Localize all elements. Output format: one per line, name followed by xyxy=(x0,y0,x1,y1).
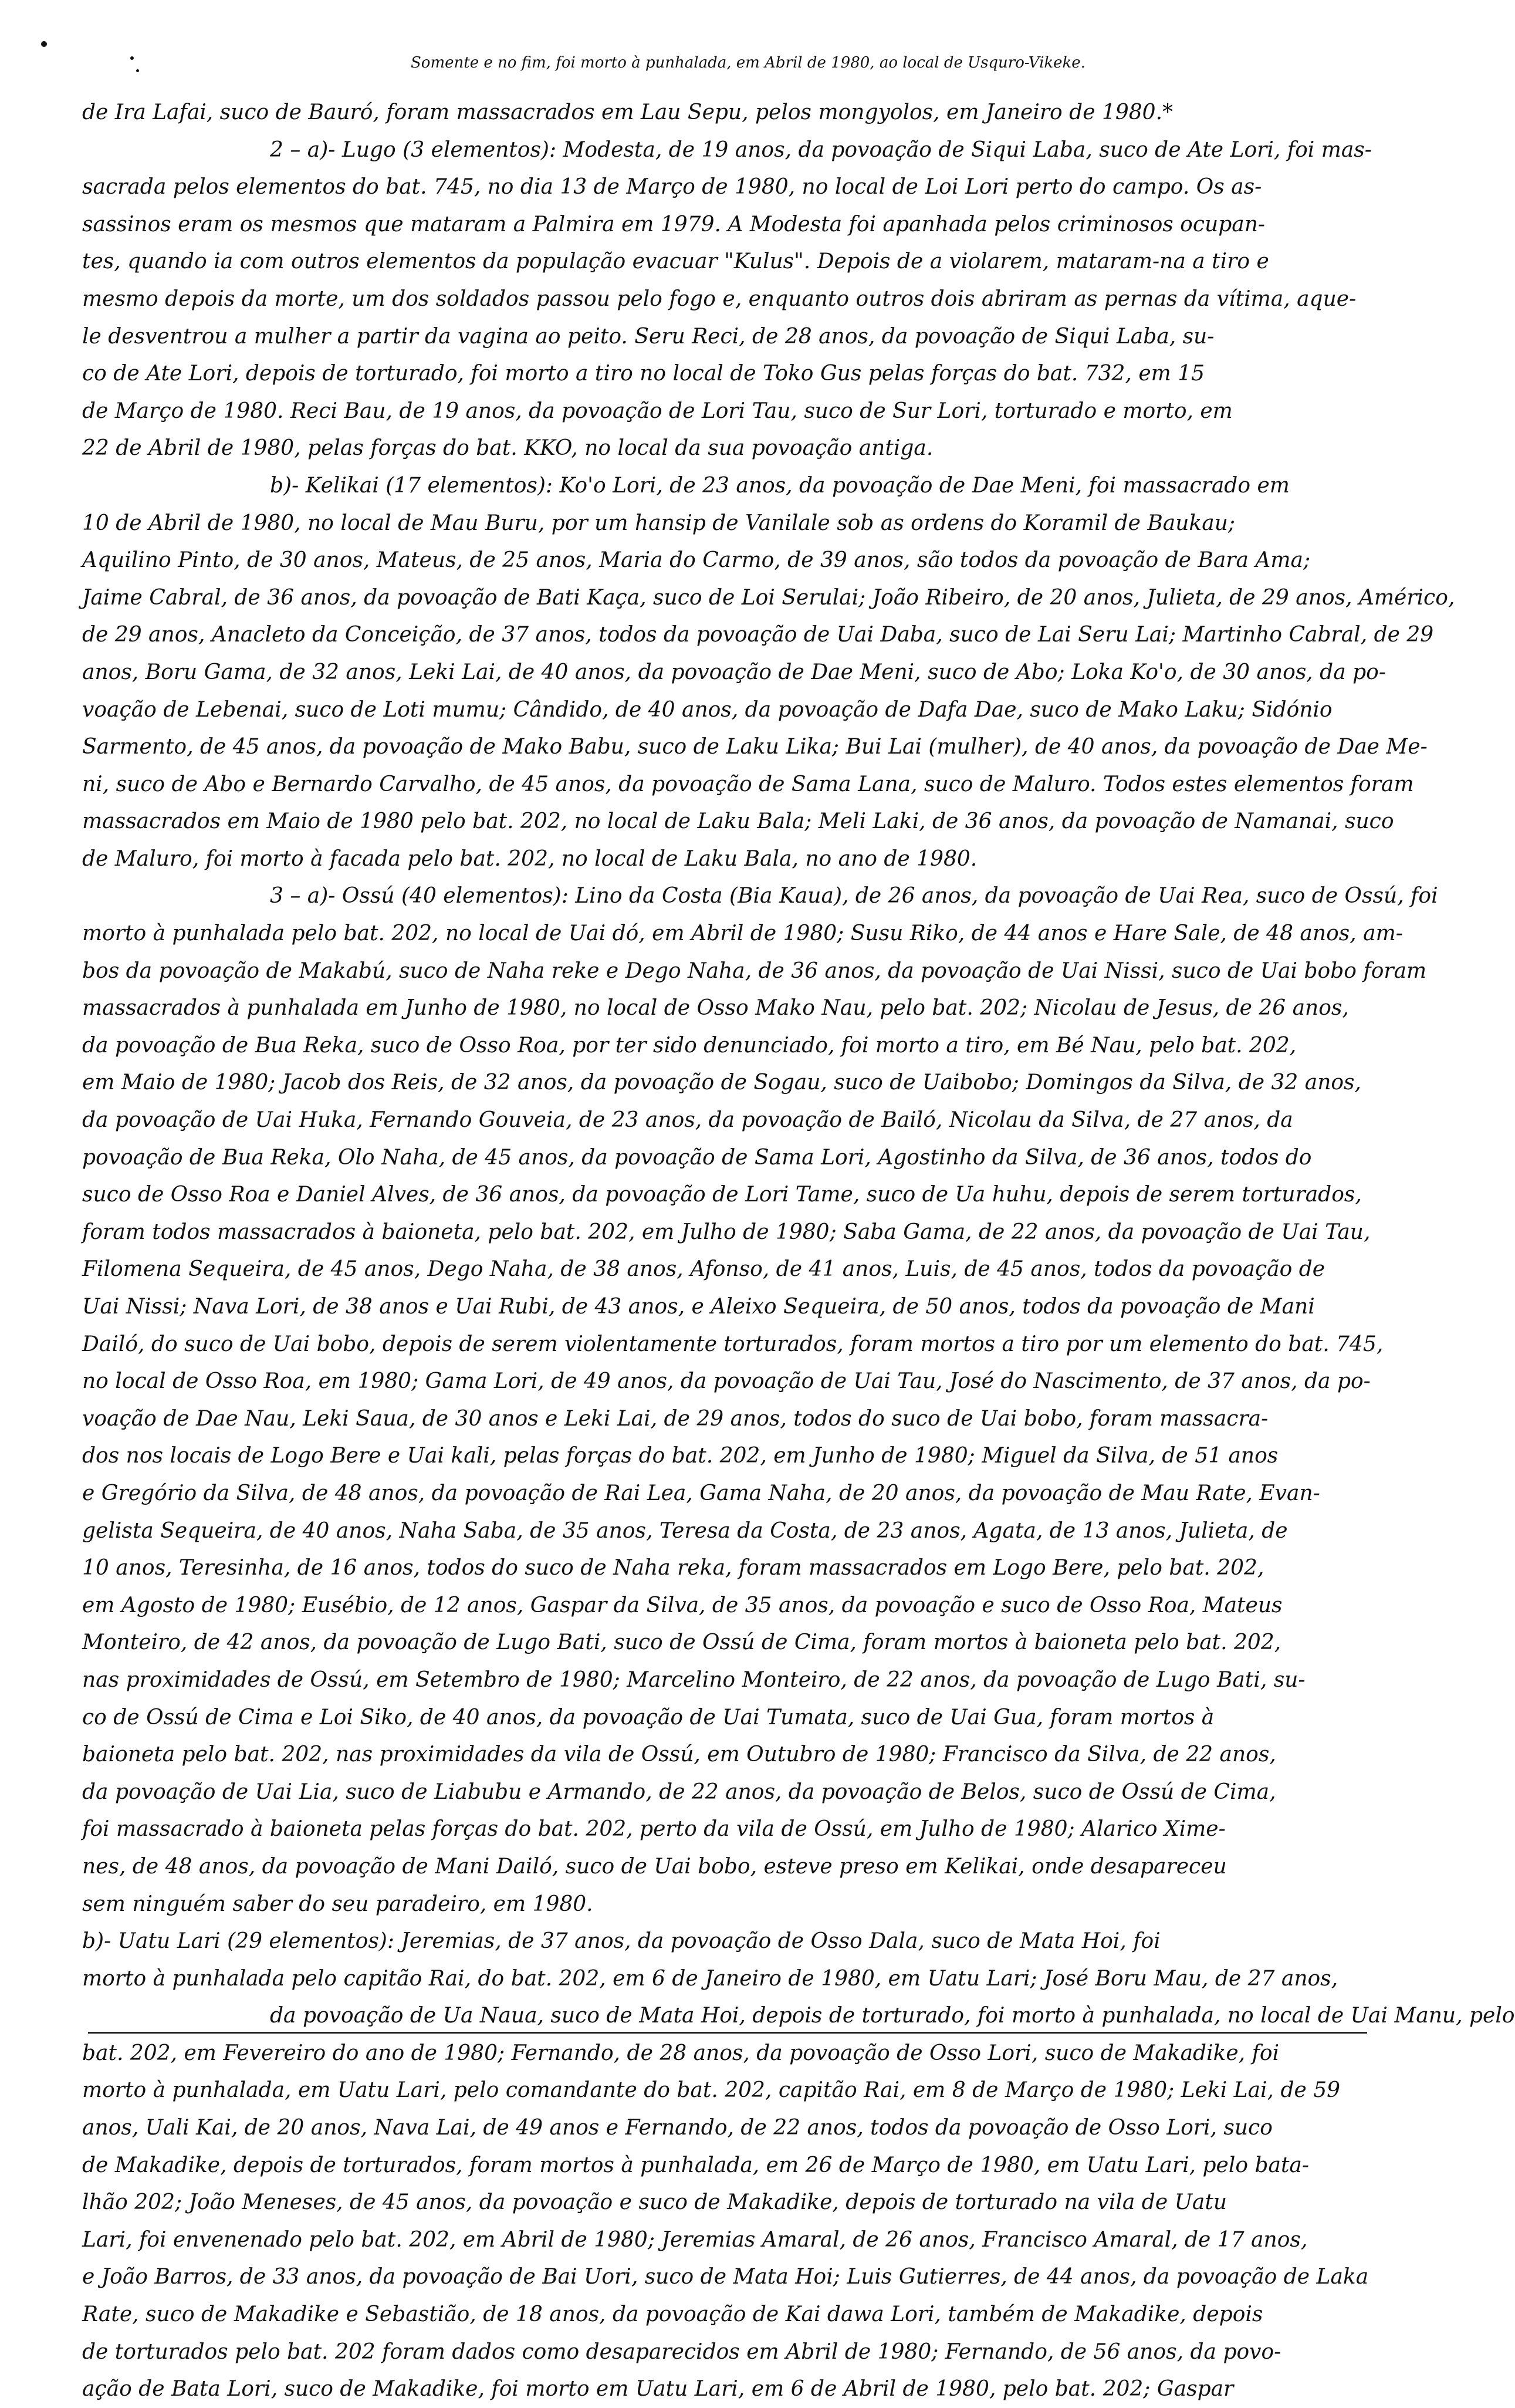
text-line: Filomena Sequeira, de 45 anos, Dego Naha, de 38 anos, Afonso, de 41 anos, Luis, de 45 anos, todos da povoação de xyxy=(82,1257,1325,1282)
text-line: 2 – a)- Lugo (3 elementos): Modesta, de 19 anos, da povoação de Siqui Laba, suco de Ate Lori, foi mas- xyxy=(270,137,1372,162)
text-line: e Gregório da Silva, de 48 anos, da povoação de Rai Lea, Gama Naha, de 20 anos, da povoação de Mau Rate, Evan- xyxy=(82,1481,1320,1505)
text-line: 10 anos, Teresinha, de 16 anos, todos do suco de Naha reka, foram massacrados em Logo Bere, pelo bat. 202, xyxy=(82,1556,1264,1580)
text-line: Sarmento, de 45 anos, da povoação de Mako Babu, suco de Laku Lika; Bui Lai (mulher), de 40 anos, da povoação de Dae Me- xyxy=(82,735,1428,759)
text-line: da povoação de Uai Lia, suco de Liabubu e Armando, de 22 anos, da povoação de Belos, suco de Ossú de Cima, xyxy=(82,1779,1276,1804)
text-line: povoação de Bua Reka, Olo Naha, de 45 anos, da povoação de Sama Lori, Agostinho da Silva, de 36 anos, todos do xyxy=(82,1145,1312,1170)
text-line: da povoação de Bua Reka, suco de Osso Roa, por ter sido denunciado, foi morto a tiro, em Bé Nau, pelo bat. 202, xyxy=(82,1033,1297,1058)
text-line: co de Ossú de Cima e Loi Siko, de 40 anos, da povoação de Uai Tumata, suco de Uai Gua, foram mortos à xyxy=(82,1705,1215,1730)
text-line: morto à punhalada pelo bat. 202, no local de Uai dó, em Abril de 1980; Susu Riko, de 44 anos e Hare Sale, de 48 anos, am- xyxy=(82,921,1403,946)
text-line: da povoação de Ua Naua, suco de Mata Hoi, depois de torturado, foi morto à punhalada, no local de Uai Manu, pelo xyxy=(270,2004,1515,2028)
ink-speck xyxy=(41,41,47,47)
text-line: da povoação de Uai Huka, Fernando Gouveia, de 23 anos, da povoação de Bailó, Nicolau da Silva, de 27 anos, da xyxy=(82,1108,1293,1133)
text-line: e João Barros, de 33 anos, da povoação de Bai Uori, suco de Mata Hoi; Luis Gutierres, de 44 anos, da povoação de Laka xyxy=(82,2265,1369,2289)
text-line: mesmo depois da morte, um dos soldados passou pelo fogo e, enquanto outros dois abriram as pernas da vítima, aque- xyxy=(82,286,1357,311)
text-line: b)- Uatu Lari (29 elementos): Jeremias, de 37 anos, da povoação de Osso Dala, suco de Mata Hoi, foi xyxy=(82,1929,1161,1954)
text-line: de torturados pelo bat. 202 foram dados como desaparecidos em Abril de 1980; Fernando, de 56 anos, da povo- xyxy=(82,2339,1281,2364)
text-line: Monteiro, de 42 anos, da povoação de Lugo Bati, suco de Ossú de Cima, foram mortos à baioneta pelo bat. 202, xyxy=(82,1630,1281,1655)
text-line: em Agosto de 1980; Eusébio, de 12 anos, Gaspar da Silva, de 35 anos, da povoação e suco de Osso Roa, Mateus xyxy=(82,1593,1283,1617)
text-line: voação de Lebenai, suco de Loti mumu; Cândido, de 40 anos, da povoação de Dafa Dae, suco de Mako Laku; Sidónio xyxy=(82,697,1333,722)
text-line: 22 de Abril de 1980, pelas forças do bat. KKO, no local da sua povoação antiga. xyxy=(82,436,934,461)
text-line: sem ninguém saber do seu paradeiro, em 1980. xyxy=(82,1892,593,1916)
text-line: de Maluro, foi morto à facada pelo bat. 202, no local de Laku Bala, no ano de 1980. xyxy=(82,846,978,871)
text-line: massacrados à punhalada em Junho de 1980, no local de Osso Mako Nau, pelo bat. 202; Nicolau de Jesus, de 26 anos, xyxy=(82,996,1349,1021)
text-line: anos, Uali Kai, de 20 anos, Nava Lai, de 49 anos e Fernando, de 22 anos, todos da povoação de Osso Lori, suco xyxy=(82,2116,1273,2140)
text-line: Dailó, do suco de Uai bobo, depois de serem violentamente torturados, foram mortos a tiro por um elemento do bat. 745, xyxy=(82,1332,1384,1356)
text-line: dos nos locais de Logo Bere e Uai kali, pelas forças do bat. 202, em Junho de 1980; Miguel da Silva, de 51 anos xyxy=(82,1444,1279,1468)
text-line: Jaime Cabral, de 36 anos, da povoação de Bati Kaça, suco de Loi Serulai; João Ribeiro, de 20 anos, Julieta, de 29 anos, Américo, xyxy=(82,585,1455,610)
text-line: suco de Osso Roa e Daniel Alves, de 36 anos, da povoação de Lori Tame, suco de Ua huhu, depois de serem torturados, xyxy=(82,1183,1362,1207)
page-bottom-rule xyxy=(88,2032,1367,2034)
text-line: morto à punhalada, em Uatu Lari, pelo comandante do bat. 202, capitão Rai, em 8 de Março de 1980; Leki Lai, de 59 xyxy=(82,2078,1341,2103)
text-line: bos da povoação de Makabú, suco de Naha reke e Dego Naha, de 36 anos, da povoação de Uai Nissi, suco de Uai bobo foram xyxy=(82,958,1427,983)
text-line: sacrada pelos elementos do bat. 745, no dia 13 de Março de 1980, no local de Loi Lori perto do campo. Os as- xyxy=(82,175,1262,200)
text-line: em Maio de 1980; Jacob dos Reis, de 32 anos, da povoação de Sogau, suco de Uaibobo; Domingos da Silva, de 32 anos, xyxy=(82,1070,1361,1095)
text-line: Uai Nissi; Nava Lori, de 38 anos e Uai Rubi, de 43 anos, e Aleixo Sequeira, de 50 anos, todos da povoação de Mani xyxy=(82,1295,1315,1319)
text-line: ação de Bata Lori, suco de Makadike, foi morto em Uatu Lari, em 6 de Abril de 1980, pelo bat. 202; Gaspar xyxy=(82,2377,1234,2402)
text-line: nes, de 48 anos, da povoação de Mani Dailó, suco de Uai bobo, esteve preso em Kelikai, onde desapareceu xyxy=(82,1854,1227,1879)
text-line: gelista Sequeira, de 40 anos, Naha Saba, de 35 anos, Teresa da Costa, de 23 anos, Agata, de 13 anos, Julieta, de xyxy=(82,1518,1288,1543)
text-line: lhão 202; João Meneses, de 45 anos, da povoação e suco de Makadike, depois de torturado na vila de Uatu xyxy=(82,2190,1227,2215)
text-line: foram todos massacrados à baioneta, pelo bat. 202, em Julho de 1980; Saba Gama, de 22 anos, da povoação de Uai Tau, xyxy=(82,1220,1371,1244)
handwritten-text-body xyxy=(82,94,1515,2402)
text-line: 3 – a)- Ossú (40 elementos): Lino da Costa (Bia Kaua), de 26 anos, da povoação de Uai Rea, suco de Ossú, foi xyxy=(270,884,1438,909)
text-line: anos, Boru Gama, de 32 anos, Leki Lai, de 40 anos, da povoação de Dae Meni, suco de Abo; Loka Ko'o, de 30 anos, da po- xyxy=(82,660,1387,684)
insert-note: Somente e no fim, foi morto à punhalada, em Abril de 1980, ao local de Usquro-Vikeke. xyxy=(411,54,1085,72)
text-line: ni, suco de Abo e Bernardo Carvalho, de 45 anos, da povoação de Sama Lana, suco de Maluro. Todos estes elementos foram xyxy=(82,772,1414,796)
text-line: Lari, foi envenenado pelo bat. 202, em Abril de 1980; Jeremias Amaral, de 26 anos, Francisco Amaral, de 17 anos, xyxy=(82,2227,1308,2252)
text-line: 10 de Abril de 1980, no local de Mau Buru, por um hansip de Vanilale sob as ordens do Koramil de Baukau; xyxy=(82,511,1236,535)
text-line: massacrados em Maio de 1980 pelo bat. 202, no local de Laku Bala; Meli Laki, de 36 anos, da povoação de Namanai, suco xyxy=(82,809,1394,834)
text-line: Aquilino Pinto, de 30 anos, Mateus, de 25 anos, Maria do Carmo, de 39 anos, são todos da povoação de Bara Ama; xyxy=(82,548,1311,573)
text-line: morto à punhalada pelo capitão Rai, do bat. 202, em 6 de Janeiro de 1980, em Uatu Lari; José Boru Mau, de 27 anos, xyxy=(82,1966,1338,1991)
text-line: Rate, suco de Makadike e Sebastião, de 18 anos, da povoação de Kai dawa Lori, também de Makadike, depois xyxy=(82,2302,1263,2327)
text-line: co de Ate Lori, depois de torturado, foi morto a tiro no local de Toko Gus pelas forças do bat. 732, em 15 xyxy=(82,362,1205,386)
ink-speck xyxy=(136,69,139,72)
text-line: bat. 202, em Fevereiro do ano de 1980; Fernando, de 28 anos, da povoação de Osso Lori, suco de Makadike, foi xyxy=(82,2041,1280,2065)
ink-speck xyxy=(130,56,134,60)
text-line: baioneta pelo bat. 202, nas proximidades da vila de Ossú, em Outubro de 1980; Francisco da Silva, de 22 anos, xyxy=(82,1742,1276,1767)
text-line: b)- Kelikai (17 elementos): Ko'o Lori, de 23 anos, da povoação de Dae Meni, foi massacrado em xyxy=(270,473,1290,498)
text-line: de Março de 1980. Reci Bau, de 19 anos, da povoação de Lori Tau, suco de Sur Lori, torturado e morto, em xyxy=(82,398,1233,423)
text-line: no local de Osso Roa, em 1980; Gama Lori, de 49 anos, da povoação de Uai Tau, José do Nascimento, de 37 anos, da po- xyxy=(82,1369,1371,1394)
text-line: nas proximidades de Ossú, em Setembro de 1980; Marcelino Monteiro, de 22 anos, da povoação de Lugo Bati, su- xyxy=(82,1667,1306,1692)
text-line: voação de Dae Nau, Leki Saua, de 30 anos e Leki Lai, de 29 anos, todos do suco de Uai bobo, foram massacra- xyxy=(82,1406,1269,1431)
text-line: de Makadike, depois de torturados, foram mortos à punhalada, em 26 de Março de 1980, em Uatu Lari, pelo bata- xyxy=(82,2153,1310,2177)
text-line: foi massacrado à baioneta pelas forças do bat. 202, perto da vila de Ossú, em Julho de 1980; Alarico Xime- xyxy=(82,1817,1226,1842)
text-line: tes, quando ia com outros elementos da população evacuar "Kulus". Depois de a violarem, mataram-na a tiro e xyxy=(82,249,1269,274)
text-line: sassinos eram os mesmos que mataram a Palmira em 1979. A Modesta foi apanhada pelos criminosos ocupan- xyxy=(82,212,1266,237)
text-line: de Ira Lafai, suco de Bauró, foram massacrados em Lau Sepu, pelos mongyolos, em Janeiro de 1980.* xyxy=(82,100,1174,124)
text-line: de 29 anos, Anacleto da Conceição, de 37 anos, todos da povoação de Uai Daba, suco de Lai Seru Lai; Martinho Cabral, de 29 xyxy=(82,623,1434,647)
text-line: le desventrou a mulher a partir da vagina ao peito. Seru Reci, de 28 anos, da povoação de Siqui Laba, su- xyxy=(82,324,1215,349)
